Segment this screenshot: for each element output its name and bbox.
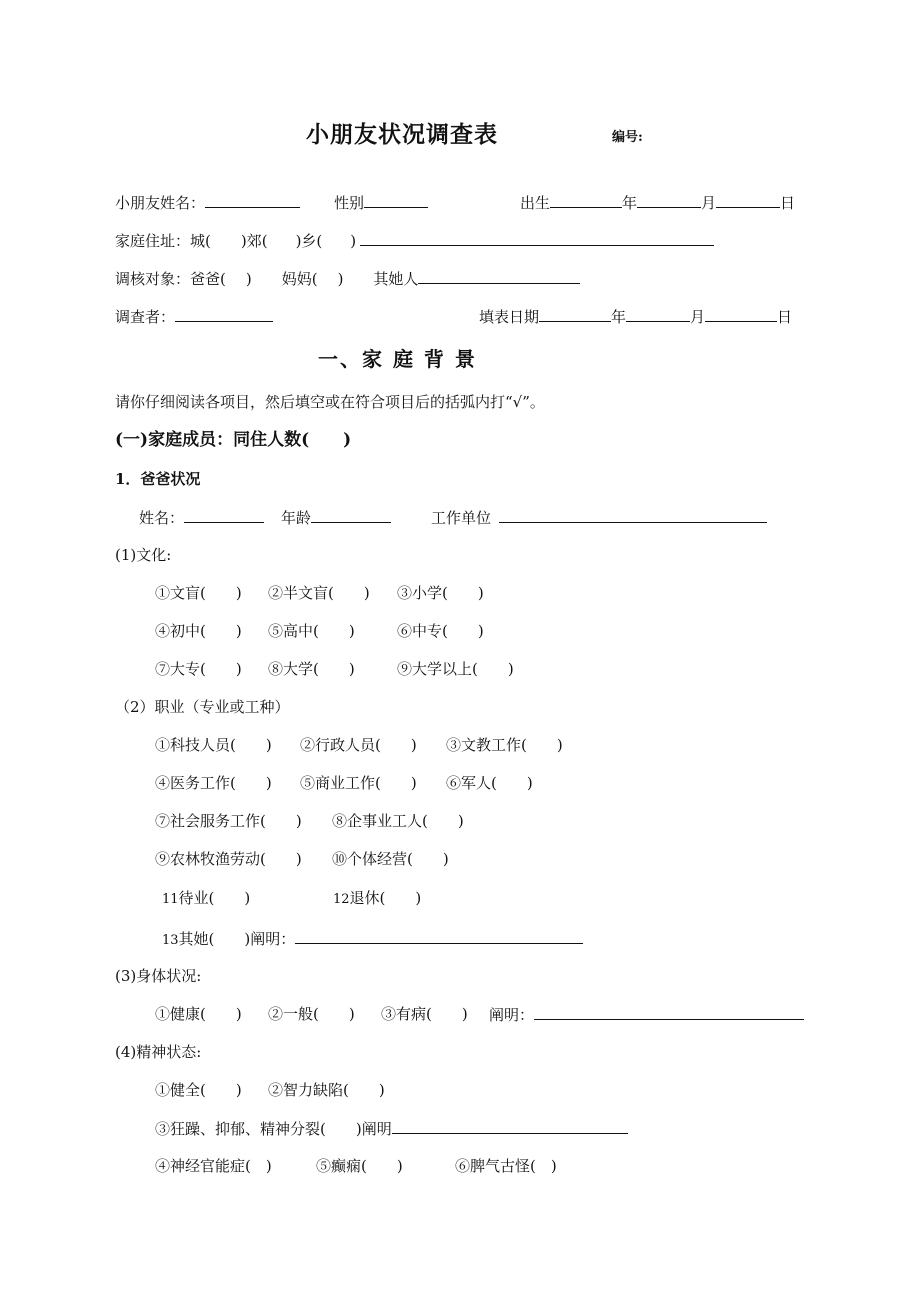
occ-12-number: 12 — [333, 892, 350, 907]
occ-13-number: 13 — [162, 933, 179, 948]
occ-option-8[interactable]: ⑧企事业工人( ) — [332, 812, 464, 830]
birth-month-field[interactable] — [637, 192, 701, 208]
surveyor-row — [115, 306, 273, 327]
gender-row — [334, 192, 428, 213]
occ-option-10[interactable]: ⑩个体经营( ) — [332, 850, 449, 868]
mental-option-5[interactable]: ⑤癫痫( ) — [316, 1157, 403, 1175]
fill-month-field[interactable] — [626, 306, 690, 322]
occupation-label: （2）职业（专业或工种） — [115, 698, 290, 716]
health-label: (3)身体状况: — [115, 967, 202, 985]
mental-option-6[interactable]: ⑥脾气古怪( ) — [455, 1157, 557, 1175]
birth-month-label: 月 — [701, 194, 717, 212]
address-close-paren: ) — [350, 232, 357, 250]
serial-number-label: 编号: — [612, 130, 643, 145]
health-explain-row — [489, 1004, 804, 1025]
occ-option-12[interactable] — [333, 888, 421, 910]
village-label: )乡( — [295, 232, 323, 250]
occ-11-number: 11 — [162, 892, 179, 907]
health-option-1[interactable]: ①健康( ) — [155, 1005, 242, 1023]
edu-option-4[interactable]: ④初中( ) — [155, 622, 242, 640]
family-members-heading: (一)家庭成员：同住人数( ) — [115, 430, 352, 450]
birth-row — [520, 192, 795, 213]
instruction-text: 请你仔细阅读各项目，然后填空或在符合项目后的括弧内打“√”。 — [115, 393, 545, 411]
edu-option-1[interactable]: ①文盲( ) — [155, 584, 242, 602]
suburb-label: )郊( — [240, 232, 268, 250]
occ-option-7[interactable]: ⑦社会服务工作( ) — [155, 812, 302, 830]
occ-option-13[interactable] — [162, 928, 583, 951]
address-field[interactable] — [360, 230, 714, 246]
occ-11-text: 待业( ) — [178, 889, 251, 907]
mental-option-3-row — [155, 1118, 628, 1139]
health-option-2[interactable]: ②一般( ) — [268, 1005, 355, 1023]
birth-day-label: 日 — [780, 194, 796, 212]
mental-option-4[interactable]: ④神经官能症( ) — [155, 1157, 272, 1175]
fill-month-label: 月 — [690, 308, 706, 326]
health-explain-label: 阐明： — [489, 1006, 535, 1024]
occ-12-text: 退休( ) — [349, 889, 422, 907]
surveyor-label: 调查者： — [115, 308, 176, 326]
health-explain-field[interactable] — [534, 1004, 804, 1020]
edu-option-2[interactable]: ②半文盲( ) — [268, 584, 370, 602]
occ-other-field[interactable] — [295, 928, 583, 944]
birth-year-label: 年 — [622, 194, 638, 212]
father-info-row — [139, 507, 767, 528]
education-label: (1)文化: — [115, 546, 172, 564]
other-person-label: ) 其她人 — [337, 270, 419, 288]
fill-year-field[interactable] — [539, 306, 611, 322]
gender-label: 性别 — [334, 194, 365, 212]
father-age-label: 年龄 — [281, 509, 312, 527]
respondent-row — [115, 268, 580, 289]
fill-date-row — [479, 306, 792, 327]
edu-option-9[interactable]: ⑨大学以上( ) — [397, 660, 514, 678]
fill-day-field[interactable] — [705, 306, 777, 322]
respondent-label: 调核对象：爸爸( — [115, 270, 226, 288]
occ-option-5[interactable]: ⑤商业工作( ) — [300, 774, 417, 792]
health-option-3[interactable]: ③有病( ) — [381, 1005, 468, 1023]
mental-label: (4)精神状态: — [115, 1043, 202, 1061]
father-age-field[interactable] — [311, 507, 391, 523]
edu-option-6[interactable]: ⑥中专( ) — [397, 622, 484, 640]
mom-label: ) 妈妈( — [245, 270, 318, 288]
mental-option-2[interactable]: ②智力缺陷( ) — [268, 1081, 385, 1099]
occ-option-11[interactable] — [162, 888, 250, 910]
occ-option-6[interactable]: ⑥军人( ) — [446, 774, 533, 792]
edu-option-8[interactable]: ⑧大学( ) — [268, 660, 355, 678]
other-person-field[interactable] — [418, 268, 580, 284]
mental-option-3[interactable]: ③狂躁、抑郁、精神分裂( )阐明 — [155, 1120, 392, 1138]
mental-explain-field[interactable] — [392, 1118, 628, 1134]
child-name-label: 小朋友姓名： — [115, 194, 206, 212]
address-row — [115, 230, 714, 251]
section-family-background: 一、家 庭 背 景 — [318, 347, 477, 371]
edu-option-5[interactable]: ⑤高中( ) — [268, 622, 355, 640]
gender-field[interactable] — [364, 192, 428, 208]
father-name-field[interactable] — [184, 507, 264, 523]
occ-option-2[interactable]: ②行政人员( ) — [300, 736, 417, 754]
father-work-field[interactable] — [499, 507, 767, 523]
birth-day-field[interactable] — [716, 192, 780, 208]
surveyor-field[interactable] — [175, 306, 273, 322]
occ-13-text: 其她( )阐明： — [178, 930, 296, 948]
child-name-row — [115, 192, 300, 213]
fill-day-label: 日 — [777, 308, 793, 326]
father-heading: 1．爸爸状况 — [115, 470, 201, 488]
occ-option-1[interactable]: ①科技人员( ) — [155, 736, 272, 754]
fill-date-label: 填表日期 — [479, 308, 540, 326]
birth-label: 出生 — [520, 194, 551, 212]
page-title: 小朋友状况调查表 — [306, 121, 498, 148]
edu-option-7[interactable]: ⑦大专( ) — [155, 660, 242, 678]
father-name-label: 姓名： — [139, 509, 185, 527]
occ-option-3[interactable]: ③文教工作( ) — [446, 736, 563, 754]
address-label: 家庭住址：城( — [115, 232, 211, 250]
edu-option-3[interactable]: ③小学( ) — [397, 584, 484, 602]
birth-year-field[interactable] — [550, 192, 622, 208]
father-work-label: 工作单位 — [431, 509, 492, 527]
fill-year-label: 年 — [611, 308, 627, 326]
child-name-field[interactable] — [205, 192, 300, 208]
occ-option-9[interactable]: ⑨农林牧渔劳动( ) — [155, 850, 302, 868]
mental-option-1[interactable]: ①健全( ) — [155, 1081, 242, 1099]
occ-option-4[interactable]: ④医务工作( ) — [155, 774, 272, 792]
